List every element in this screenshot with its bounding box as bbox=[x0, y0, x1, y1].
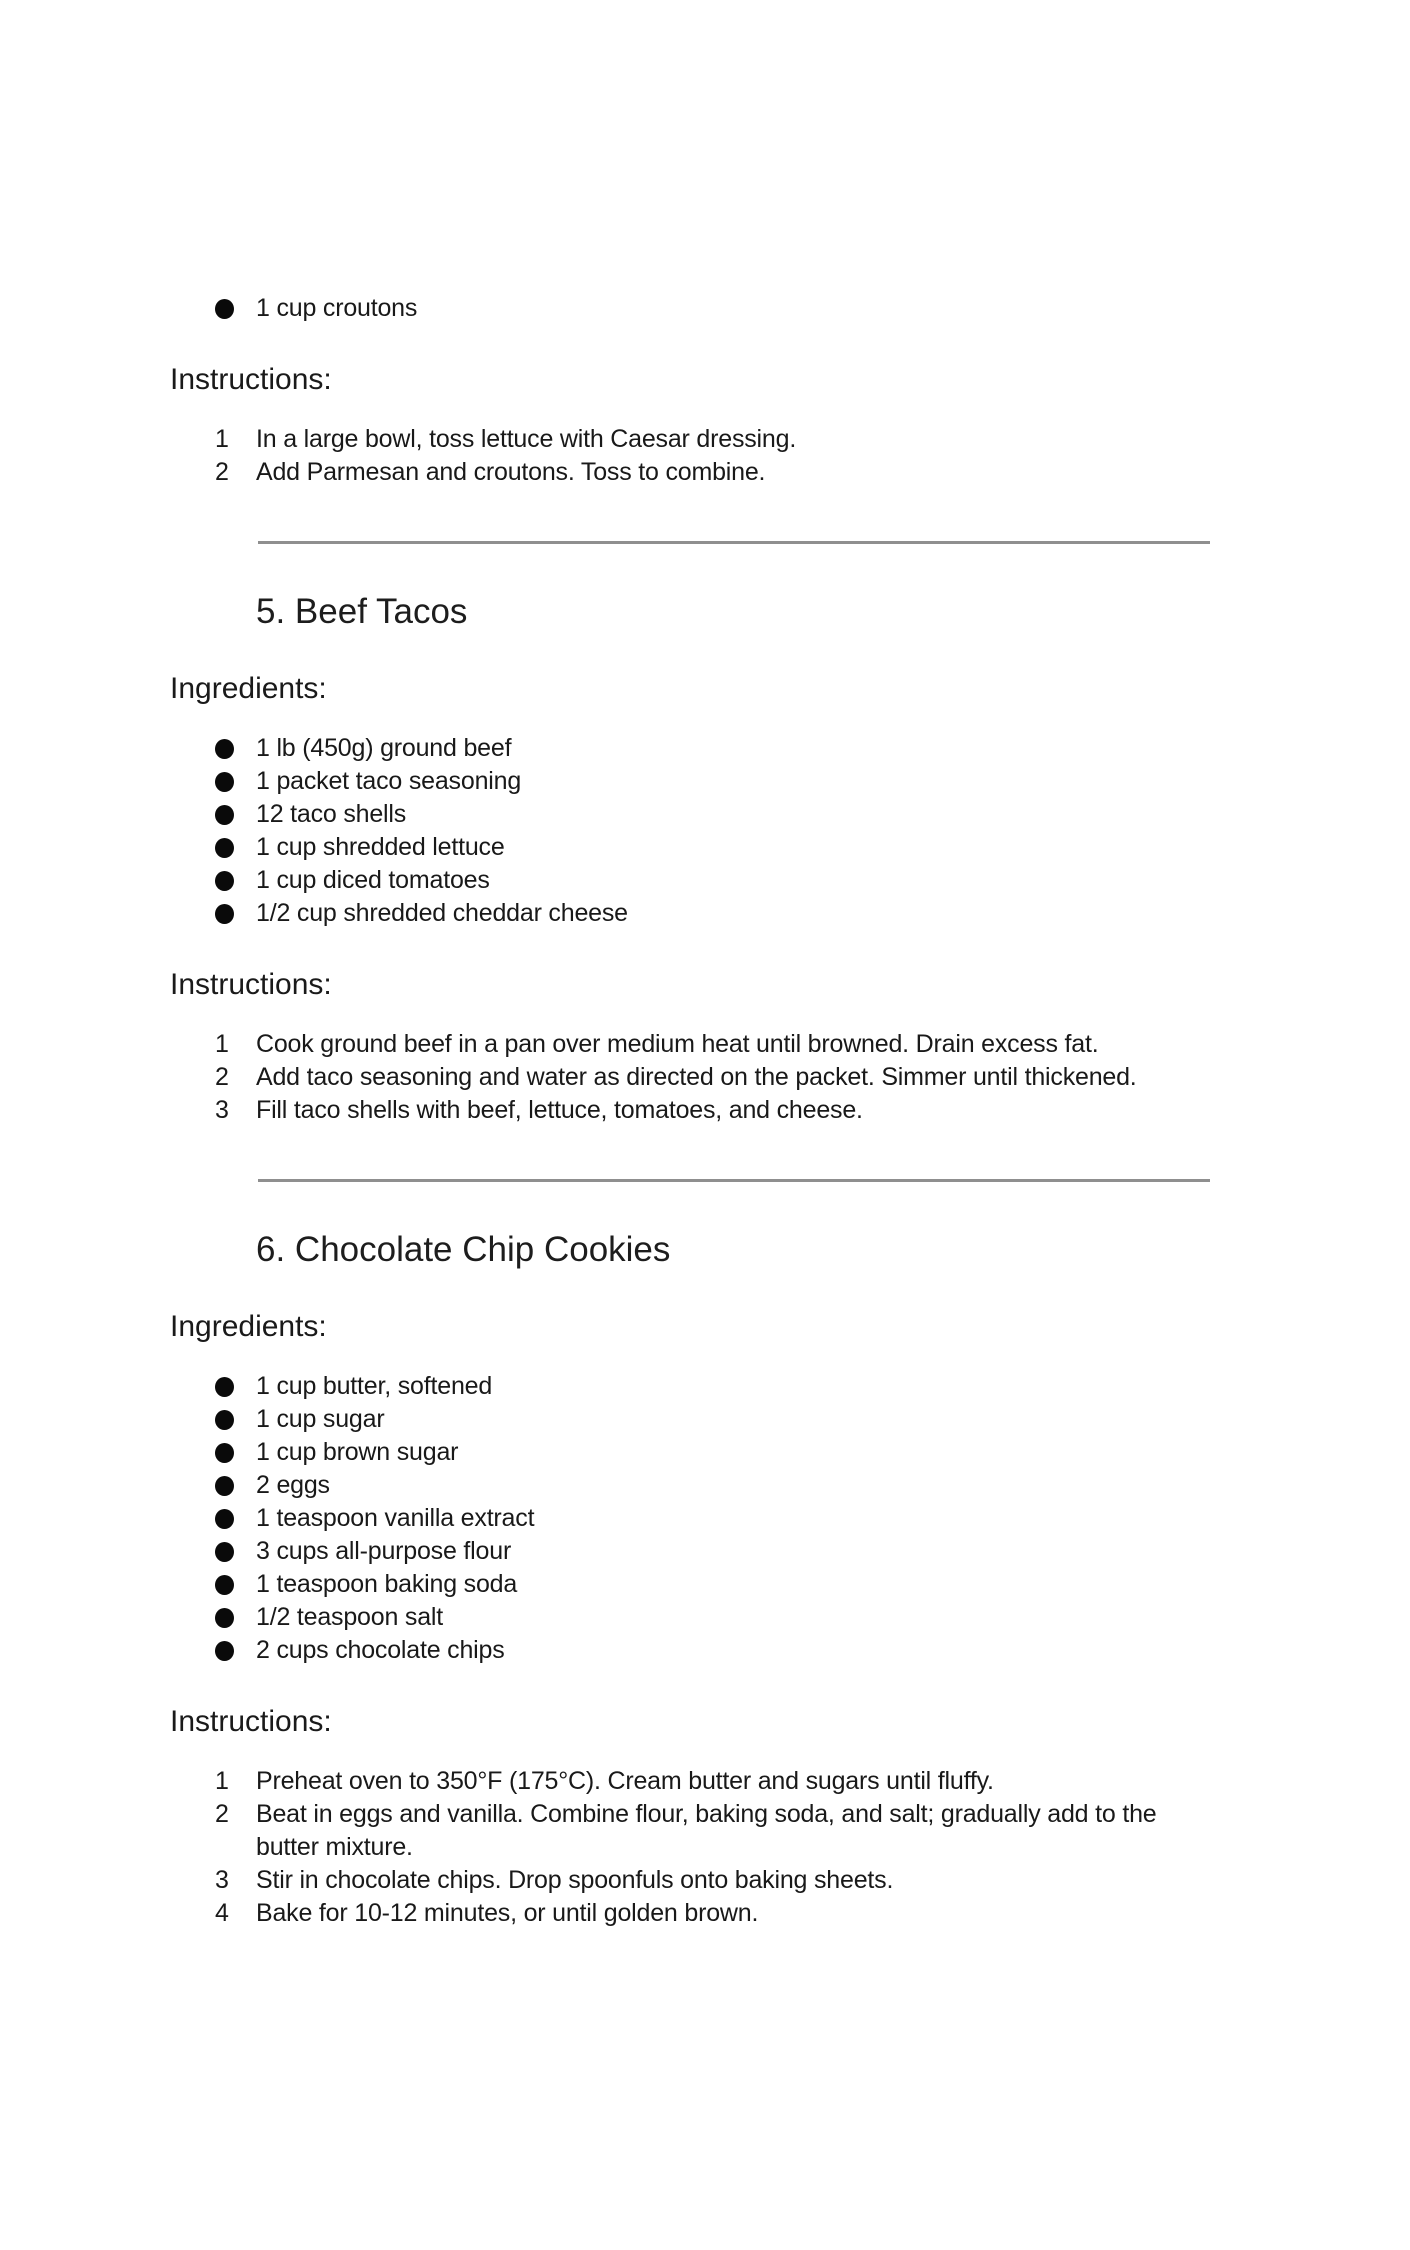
ingredient-item bbox=[215, 732, 1210, 765]
ingredient-text: 1 teaspoon baking soda bbox=[256, 1570, 518, 1598]
ingredient-item bbox=[215, 1535, 1210, 1568]
instruction-list-chocolate-chip-cookies bbox=[215, 1765, 1210, 1930]
instruction-text: Add taco seasoning and water as directed on the packet. Simmer until thickened. bbox=[256, 1063, 1137, 1091]
ingredient-text: 1 cup sugar bbox=[256, 1405, 385, 1433]
ingredient-item bbox=[215, 831, 1210, 864]
ingredient-list-continued bbox=[215, 292, 1210, 325]
ingredient-item bbox=[215, 897, 1210, 930]
ingredient-item bbox=[215, 864, 1210, 897]
instruction-step bbox=[215, 1028, 1210, 1061]
instruction-text: In a large bowl, toss lettuce with Caesar dressing. bbox=[256, 425, 797, 453]
step-number: 4 bbox=[215, 1899, 229, 1927]
step-number: 2 bbox=[215, 458, 229, 486]
instruction-text: Preheat oven to 350°F (175°C). Cream butter and sugars until fluffy. bbox=[256, 1767, 994, 1795]
section-divider bbox=[258, 1179, 1210, 1182]
bullet-icon bbox=[215, 1568, 256, 1601]
ingredient-text: 3 cups all-purpose flour bbox=[256, 1537, 512, 1565]
step-number: 1 bbox=[215, 1030, 229, 1058]
instruction-text: Cook ground beef in a pan over medium heat until browned. Drain excess fat. bbox=[256, 1030, 1099, 1058]
instructions-label: Instructions: bbox=[170, 1705, 332, 1738]
bullet-icon bbox=[215, 732, 256, 765]
bullet-icon bbox=[215, 831, 256, 864]
step-number: 1 bbox=[215, 425, 229, 453]
instruction-text: Fill taco shells with beef, lettuce, tomatoes, and cheese. bbox=[256, 1096, 863, 1124]
ingredient-text: 1 packet taco seasoning bbox=[256, 767, 522, 795]
step-number: 2 bbox=[215, 1063, 229, 1091]
instruction-text: Bake for 10-12 minutes, or until golden brown. bbox=[256, 1899, 759, 1927]
bullet-icon bbox=[215, 1502, 256, 1535]
instruction-step bbox=[215, 1094, 1210, 1127]
ingredient-item bbox=[215, 1568, 1210, 1601]
bullet-icon bbox=[215, 765, 256, 798]
instruction-step bbox=[215, 456, 1210, 489]
ingredient-text: 1 cup croutons bbox=[256, 294, 418, 322]
instruction-step bbox=[215, 1897, 1210, 1930]
ingredient-item bbox=[215, 1403, 1210, 1436]
ingredient-text: 1 lb (450g) ground beef bbox=[256, 734, 512, 762]
bullet-icon bbox=[215, 1601, 256, 1634]
instruction-step bbox=[215, 1798, 1210, 1864]
step-number: 3 bbox=[215, 1096, 229, 1124]
step-number: 2 bbox=[215, 1800, 229, 1828]
ingredient-text: 1 cup diced tomatoes bbox=[256, 866, 490, 894]
ingredient-text: 2 eggs bbox=[256, 1471, 330, 1499]
ingredient-item bbox=[215, 1469, 1210, 1502]
ingredient-text: 1 cup shredded lettuce bbox=[256, 833, 505, 861]
instructions-label: Instructions: bbox=[170, 968, 332, 1001]
instruction-step bbox=[215, 1765, 1210, 1798]
ingredient-item bbox=[215, 1436, 1210, 1469]
ingredient-item bbox=[215, 292, 1210, 325]
instruction-text: Beat in eggs and vanilla. Combine flour, baking soda, and salt; gradually add to the butter mixture. bbox=[256, 1800, 1157, 1861]
ingredient-item bbox=[215, 1370, 1210, 1403]
recipe-title-beef-tacos: 5. Beef Tacos bbox=[256, 592, 468, 631]
ingredient-item bbox=[215, 1601, 1210, 1634]
bullet-icon bbox=[215, 292, 256, 325]
ingredients-label: Ingredients: bbox=[170, 1310, 327, 1343]
ingredient-text: 1/2 cup shredded cheddar cheese bbox=[256, 899, 628, 927]
instruction-step bbox=[215, 1061, 1210, 1094]
ingredient-item bbox=[215, 798, 1210, 831]
ingredient-text: 12 taco shells bbox=[256, 800, 407, 828]
instruction-text: Stir in chocolate chips. Drop spoonfuls onto baking sheets. bbox=[256, 1866, 894, 1894]
bullet-icon bbox=[215, 1370, 256, 1403]
ingredient-item bbox=[215, 765, 1210, 798]
step-number: 3 bbox=[215, 1866, 229, 1894]
bullet-icon bbox=[215, 1535, 256, 1568]
ingredient-text: 1/2 teaspoon salt bbox=[256, 1603, 444, 1631]
bullet-icon bbox=[215, 897, 256, 930]
ingredient-text: 2 cups chocolate chips bbox=[256, 1636, 505, 1664]
recipe-title-chocolate-chip-cookies: 6. Chocolate Chip Cookies bbox=[256, 1230, 671, 1269]
instruction-text: Add Parmesan and croutons. Toss to combine. bbox=[256, 458, 766, 486]
ingredient-text: 1 cup brown sugar bbox=[256, 1438, 459, 1466]
ingredient-list-beef-tacos bbox=[215, 732, 1210, 930]
bullet-icon bbox=[215, 798, 256, 831]
instruction-list-beef-tacos bbox=[215, 1028, 1210, 1127]
ingredient-text: 1 cup butter, softened bbox=[256, 1372, 493, 1400]
ingredient-text: 1 teaspoon vanilla extract bbox=[256, 1504, 535, 1532]
ingredients-label: Ingredients: bbox=[170, 672, 327, 705]
ingredient-item bbox=[215, 1634, 1210, 1667]
ingredient-item bbox=[215, 1502, 1210, 1535]
instruction-step bbox=[215, 1864, 1210, 1897]
instruction-list-continued bbox=[215, 423, 1210, 489]
instruction-step bbox=[215, 423, 1210, 456]
section-divider bbox=[258, 541, 1210, 544]
bullet-icon bbox=[215, 864, 256, 897]
instructions-label: Instructions: bbox=[170, 363, 332, 396]
bullet-icon bbox=[215, 1436, 256, 1469]
bullet-icon bbox=[215, 1469, 256, 1502]
bullet-icon bbox=[215, 1403, 256, 1436]
bullet-icon bbox=[215, 1634, 256, 1667]
step-number: 1 bbox=[215, 1767, 229, 1795]
ingredient-list-chocolate-chip-cookies bbox=[215, 1370, 1210, 1667]
